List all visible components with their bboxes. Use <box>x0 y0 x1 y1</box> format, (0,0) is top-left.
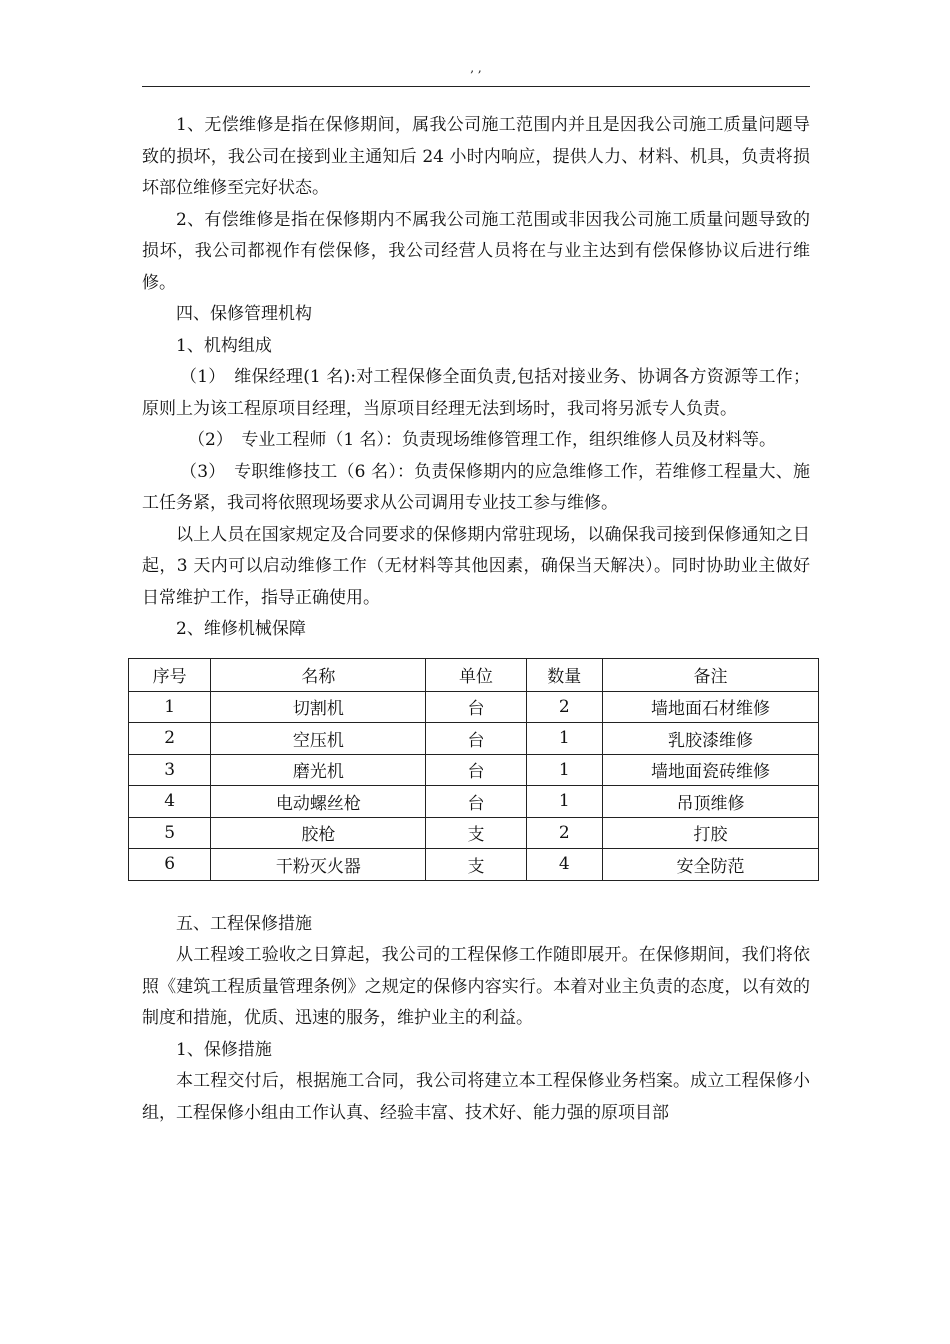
header-cell-note: 备注 <box>602 658 818 691</box>
cell-unit: 支 <box>426 817 526 849</box>
cell-name: 干粉灭火器 <box>211 849 426 881</box>
cell-note: 墙地面石材维修 <box>602 691 818 723</box>
table-row <box>129 817 819 849</box>
cell-qty: 2 <box>526 691 602 723</box>
page-header <box>142 58 810 86</box>
cell-qty: 1 <box>526 786 602 818</box>
cell-qty: 1 <box>526 723 602 755</box>
cell-unit: 台 <box>426 786 526 818</box>
header-rule <box>142 86 810 87</box>
subheading-composition: 1、机构组成 <box>176 335 272 356</box>
table-row <box>129 786 819 818</box>
cell-note: 墙地面瓷砖维修 <box>602 754 818 786</box>
cell-unit: 台 <box>426 723 526 755</box>
cell-qty: 2 <box>526 817 602 849</box>
subheading-equipment: 2、维修机械保障 <box>176 619 306 639</box>
table-row <box>129 723 819 755</box>
cell-no: 2 <box>129 723 211 755</box>
cell-unit: 台 <box>426 754 526 786</box>
cell-unit: 台 <box>426 691 526 723</box>
cell-note: 打胶 <box>602 817 818 849</box>
header-cell-unit: 单位 <box>426 658 526 691</box>
cell-qty: 1 <box>526 754 602 786</box>
cell-qty: 4 <box>526 849 602 881</box>
cell-no: 6 <box>129 849 211 881</box>
paragraph-engineer: （2） 专业工程师（1 名）：负责现场维修管理工作，组织维修人员及材料等。 <box>188 430 777 450</box>
cell-name: 胶枪 <box>211 817 426 849</box>
equipment-table <box>128 658 819 881</box>
cell-unit: 支 <box>426 849 526 881</box>
paragraph-free-repair: 1、无偿维修是指在保修期间，属我公司施工范围内并且是因我公司施工质量问题导致的损坏，我公司在接到业主通知后 24 小时内响应，提供人力、材料、机具，负责将损坏部位维修至完好状态。 <box>142 115 810 198</box>
subheading-warranty-measures: 1、保修措施 <box>176 1039 272 1060</box>
cell-name: 空压机 <box>211 723 426 755</box>
cell-note: 吊顶维修 <box>602 786 818 818</box>
section-heading-organization: 四、保修管理机构 <box>176 304 312 324</box>
section-heading-measures: 五、工程保修措施 <box>176 913 312 934</box>
paragraph-paid-repair: 2、有偿维修是指在保修期内不属我公司施工范围或非因我公司施工质量问题导致的损坏，我公司都视作有偿保修，我公司经营人员将在与业主达到有偿保修协议后进行维修。 <box>142 209 810 293</box>
paragraph-warranty-start: 从工程竣工验收之日算起，我公司的工程保修工作随即展开。在保修期间，我们将依照《建筑工程质量管理条例》之规定的保修内容实行。本着对业主负责的态度，以有效的制度和措施，优质、迅速的服务，维护业主的利益。 <box>142 945 810 1028</box>
cell-name: 电动螺丝枪 <box>211 786 426 818</box>
header-cell-no: 序号 <box>129 658 211 691</box>
paragraph-warranty-team: 本工程交付后，根据施工合同，我公司将建立本工程保修业务档案。成立工程保修小组，工程保修小组由工作认真、经验丰富、技术好、能力强的原项目部 <box>142 1071 810 1123</box>
header-mark: , , <box>470 61 482 75</box>
paragraph-onsite-staff: 以上人员在国家规定及合同要求的保修期内常驻现场，以确保我司接到保修通知之日起，3 天内可以启动维修工作（无材料等其他因素，确保当天解决）。同时协助业主做好日常维护工作，指导正确使用。 <box>142 524 810 608</box>
cell-no: 3 <box>129 754 211 786</box>
header-cell-name: 名称 <box>211 658 426 691</box>
paragraph-maintenance-manager: （1） 维保经理(1 名):对工程保修全面负责,包括对接业务、协调各方资源等工作；原则上为该工程原项目经理，当原项目经理无法到场时，我司将另派专人负责。 <box>142 367 810 419</box>
table-row <box>129 691 819 723</box>
cell-no: 1 <box>129 691 211 723</box>
cell-note: 安全防范 <box>602 849 818 881</box>
cell-note: 乳胶漆维修 <box>602 723 818 755</box>
cell-name: 切割机 <box>211 691 426 723</box>
cell-name: 磨光机 <box>211 754 426 786</box>
table-row <box>129 754 819 786</box>
paragraph-technicians: （3） 专职维修技工（6 名）：负责保修期内的应急维修工作，若维修工程量大、施工任务紧，我司将依照现场要求从公司调用专业技工参与维修。 <box>142 461 810 513</box>
header-cell-qty: 数量 <box>526 658 602 691</box>
table-row <box>129 849 819 881</box>
cell-no: 4 <box>129 786 211 818</box>
document-body <box>142 110 810 1129</box>
cell-no: 5 <box>129 817 211 849</box>
table-header-row <box>129 658 819 691</box>
